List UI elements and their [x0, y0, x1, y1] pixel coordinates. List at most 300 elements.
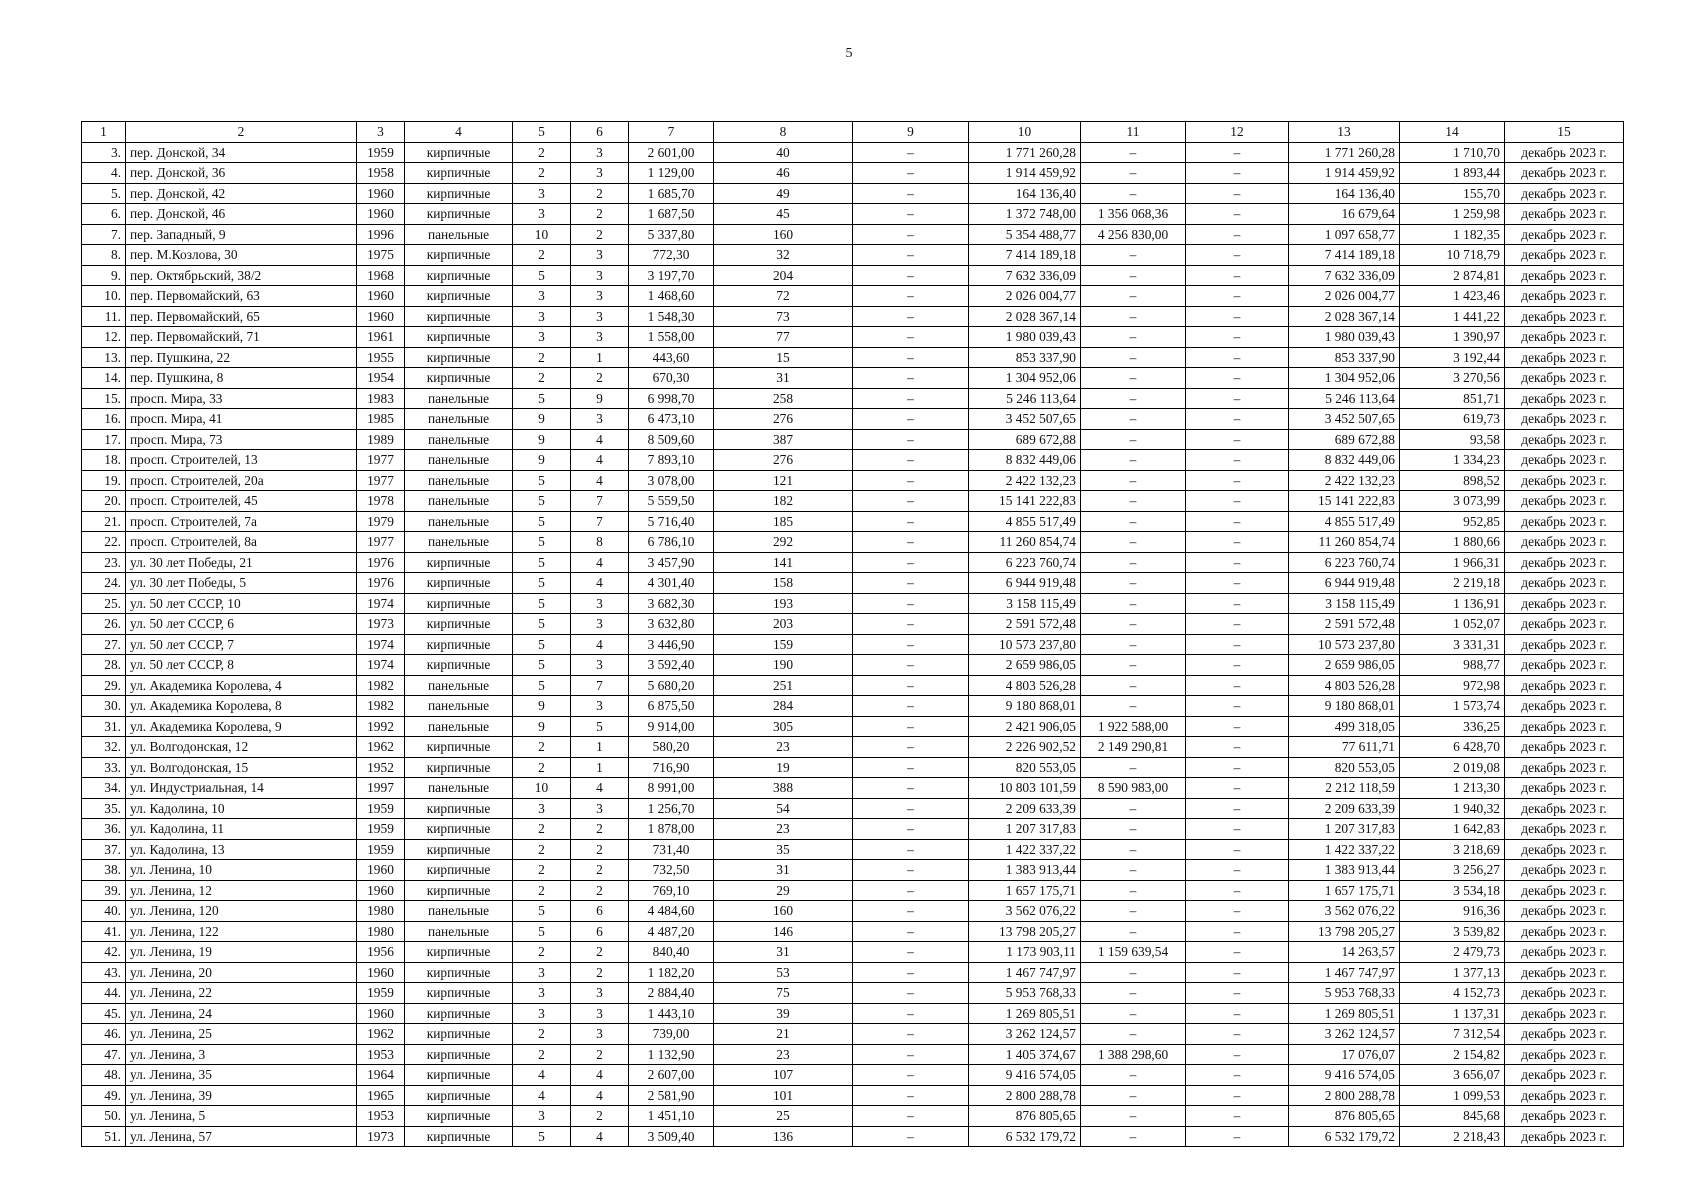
cell-floors: 4 — [513, 1085, 571, 1106]
cell-col-9: – — [853, 1106, 969, 1127]
cell-col-11: – — [1081, 921, 1186, 942]
cell-entrances: 6 — [571, 921, 629, 942]
cell-year: 1973 — [357, 614, 405, 635]
cell-deadline: декабрь 2023 г. — [1505, 142, 1624, 163]
cell-deadline: декабрь 2023 г. — [1505, 368, 1624, 389]
cell-residents: 32 — [714, 245, 853, 266]
cell-deadline: декабрь 2023 г. — [1505, 224, 1624, 245]
cell-address: 2 — [126, 122, 357, 143]
cell-wall-material: кирпичные — [405, 1085, 513, 1106]
cell-residents: 107 — [714, 1065, 853, 1086]
cell-residents: 54 — [714, 798, 853, 819]
cell-col-11: 1 388 298,60 — [1081, 1044, 1186, 1065]
cell-col-13: 1 914 459,92 — [1289, 163, 1400, 184]
cell-col-12: – — [1186, 1085, 1289, 1106]
cell-wall-material: кирпичные — [405, 798, 513, 819]
cell-col-10: 6 532 179,72 — [969, 1126, 1081, 1147]
cell-floors: 2 — [513, 1024, 571, 1045]
cell-deadline: декабрь 2023 г. — [1505, 655, 1624, 676]
cell-area: 1 256,70 — [629, 798, 714, 819]
table-row — [82, 163, 1624, 184]
table-row — [82, 1065, 1624, 1086]
cell-entrances: 4 — [571, 1126, 629, 1147]
cell-col-13: 820 553,05 — [1289, 757, 1400, 778]
cell-col-9: – — [853, 839, 969, 860]
cell-entrances: 7 — [571, 511, 629, 532]
cell-col-14: 1 213,30 — [1400, 778, 1505, 799]
cell-num: 1 — [82, 122, 126, 143]
cell-wall-material: кирпичные — [405, 1044, 513, 1065]
cell-floors: 2 — [513, 860, 571, 881]
cell-area: 3 457,90 — [629, 552, 714, 573]
cell-col-13: 7 632 336,09 — [1289, 265, 1400, 286]
cell-col-13: 2 591 572,48 — [1289, 614, 1400, 635]
cell-col-14: 1 940,32 — [1400, 798, 1505, 819]
table-row — [82, 1024, 1624, 1045]
cell-year: 1975 — [357, 245, 405, 266]
cell-year: 1953 — [357, 1044, 405, 1065]
cell-col-13: 13 — [1289, 122, 1400, 143]
cell-num: 34. — [82, 778, 126, 799]
cell-col-9: – — [853, 696, 969, 717]
cell-wall-material: панельные — [405, 901, 513, 922]
cell-area: 716,90 — [629, 757, 714, 778]
cell-col-10: 6 223 760,74 — [969, 552, 1081, 573]
cell-residents: 185 — [714, 511, 853, 532]
cell-col-9: – — [853, 614, 969, 635]
cell-col-14: 1 334,23 — [1400, 450, 1505, 471]
table-row — [82, 860, 1624, 881]
cell-col-12: – — [1186, 839, 1289, 860]
cell-col-11: – — [1081, 634, 1186, 655]
cell-address: просп. Строителей, 20а — [126, 470, 357, 491]
cell-col-14: 1 880,66 — [1400, 532, 1505, 553]
table-row — [82, 655, 1624, 676]
cell-col-9: – — [853, 901, 969, 922]
cell-residents: 21 — [714, 1024, 853, 1045]
cell-col-10: 3 262 124,57 — [969, 1024, 1081, 1045]
cell-col-10: 6 944 919,48 — [969, 573, 1081, 594]
cell-col-13: 2 659 986,05 — [1289, 655, 1400, 676]
cell-num: 21. — [82, 511, 126, 532]
cell-col-13: 4 855 517,49 — [1289, 511, 1400, 532]
cell-wall-material: 4 — [405, 122, 513, 143]
cell-col-10: 15 141 222,83 — [969, 491, 1081, 512]
cell-col-9: – — [853, 634, 969, 655]
cell-address: ул. 50 лет СССР, 8 — [126, 655, 357, 676]
cell-col-14: 952,85 — [1400, 511, 1505, 532]
cell-year: 1974 — [357, 593, 405, 614]
cell-num: 50. — [82, 1106, 126, 1127]
cell-col-11: – — [1081, 470, 1186, 491]
cell-col-11: – — [1081, 245, 1186, 266]
cell-residents: 23 — [714, 819, 853, 840]
cell-col-9: – — [853, 306, 969, 327]
cell-floors: 5 — [513, 265, 571, 286]
cell-wall-material: кирпичные — [405, 1065, 513, 1086]
cell-address: пер. М.Козлова, 30 — [126, 245, 357, 266]
cell-entrances: 3 — [571, 245, 629, 266]
cell-col-13: 3 562 076,22 — [1289, 901, 1400, 922]
cell-deadline: декабрь 2023 г. — [1505, 1044, 1624, 1065]
cell-col-14: 2 219,18 — [1400, 573, 1505, 594]
cell-col-9: – — [853, 552, 969, 573]
cell-col-13: 10 573 237,80 — [1289, 634, 1400, 655]
cell-col-9: – — [853, 737, 969, 758]
cell-floors: 5 — [513, 921, 571, 942]
cell-address: просп. Мира, 33 — [126, 388, 357, 409]
cell-entrances: 3 — [571, 696, 629, 717]
cell-year: 1980 — [357, 921, 405, 942]
cell-num: 24. — [82, 573, 126, 594]
cell-entrances: 4 — [571, 470, 629, 491]
cell-col-12: – — [1186, 347, 1289, 368]
table-row — [82, 409, 1624, 430]
cell-col-10: 853 337,90 — [969, 347, 1081, 368]
cell-col-14: 1 182,35 — [1400, 224, 1505, 245]
cell-wall-material: кирпичные — [405, 552, 513, 573]
cell-residents: 15 — [714, 347, 853, 368]
table-row — [82, 265, 1624, 286]
cell-address: ул. Ленина, 20 — [126, 962, 357, 983]
cell-col-13: 17 076,07 — [1289, 1044, 1400, 1065]
cell-col-14: 3 534,18 — [1400, 880, 1505, 901]
cell-col-11: – — [1081, 450, 1186, 471]
cell-year: 1953 — [357, 1106, 405, 1127]
cell-area: 6 998,70 — [629, 388, 714, 409]
cell-col-12: – — [1186, 757, 1289, 778]
cell-address: просп. Мира, 41 — [126, 409, 357, 430]
table-row — [82, 327, 1624, 348]
cell-col-14: 3 192,44 — [1400, 347, 1505, 368]
cell-col-13: 2 212 118,59 — [1289, 778, 1400, 799]
cell-col-10: 2 226 902,52 — [969, 737, 1081, 758]
cell-col-14: 619,73 — [1400, 409, 1505, 430]
cell-area: 731,40 — [629, 839, 714, 860]
cell-deadline: декабрь 2023 г. — [1505, 450, 1624, 471]
cell-col-12: – — [1186, 1003, 1289, 1024]
cell-col-14: 1 966,31 — [1400, 552, 1505, 573]
cell-deadline: декабрь 2023 г. — [1505, 163, 1624, 184]
cell-col-9: – — [853, 450, 969, 471]
cell-col-13: 9 416 574,05 — [1289, 1065, 1400, 1086]
cell-year: 1962 — [357, 737, 405, 758]
table-row — [82, 839, 1624, 860]
cell-col-10: 1 980 039,43 — [969, 327, 1081, 348]
cell-num: 4. — [82, 163, 126, 184]
cell-col-12: – — [1186, 368, 1289, 389]
cell-deadline: 15 — [1505, 122, 1624, 143]
cell-col-14: 1 099,53 — [1400, 1085, 1505, 1106]
cell-wall-material: кирпичные — [405, 183, 513, 204]
cell-col-12: – — [1186, 614, 1289, 635]
cell-col-11: – — [1081, 491, 1186, 512]
cell-col-12: – — [1186, 860, 1289, 881]
cell-year: 1959 — [357, 983, 405, 1004]
cell-col-14: 1 377,13 — [1400, 962, 1505, 983]
cell-floors: 5 — [513, 655, 571, 676]
cell-entrances: 4 — [571, 778, 629, 799]
table-row — [82, 819, 1624, 840]
cell-col-12: – — [1186, 388, 1289, 409]
table-row — [82, 983, 1624, 1004]
cell-address: ул. Кадолина, 11 — [126, 819, 357, 840]
cell-num: 29. — [82, 675, 126, 696]
cell-area: 1 685,70 — [629, 183, 714, 204]
cell-address: пер. Донской, 36 — [126, 163, 357, 184]
cell-floors: 2 — [513, 819, 571, 840]
cell-floors: 5 — [513, 470, 571, 491]
cell-col-11: – — [1081, 593, 1186, 614]
cell-col-10: 2 591 572,48 — [969, 614, 1081, 635]
cell-year: 1960 — [357, 962, 405, 983]
cell-num: 19. — [82, 470, 126, 491]
cell-residents: 190 — [714, 655, 853, 676]
cell-floors: 9 — [513, 716, 571, 737]
cell-floors: 5 — [513, 122, 571, 143]
cell-num: 46. — [82, 1024, 126, 1045]
cell-num: 6. — [82, 204, 126, 225]
cell-col-13: 3 158 115,49 — [1289, 593, 1400, 614]
cell-entrances: 2 — [571, 183, 629, 204]
cell-col-14: 1 052,07 — [1400, 614, 1505, 635]
cell-deadline: декабрь 2023 г. — [1505, 880, 1624, 901]
cell-year: 1956 — [357, 942, 405, 963]
cell-residents: 40 — [714, 142, 853, 163]
cell-entrances: 4 — [571, 573, 629, 594]
cell-entrances: 4 — [571, 634, 629, 655]
cell-col-14: 3 656,07 — [1400, 1065, 1505, 1086]
cell-col-13: 6 532 179,72 — [1289, 1126, 1400, 1147]
cell-address: ул. Ленина, 5 — [126, 1106, 357, 1127]
cell-col-11: – — [1081, 409, 1186, 430]
cell-col-11: – — [1081, 614, 1186, 635]
cell-entrances: 7 — [571, 491, 629, 512]
cell-wall-material: кирпичные — [405, 347, 513, 368]
cell-area: 840,40 — [629, 942, 714, 963]
cell-col-10: 7 414 189,18 — [969, 245, 1081, 266]
cell-area: 6 473,10 — [629, 409, 714, 430]
cell-col-10: 689 672,88 — [969, 429, 1081, 450]
cell-col-11: – — [1081, 511, 1186, 532]
cell-col-12: – — [1186, 737, 1289, 758]
cell-col-13: 6 944 919,48 — [1289, 573, 1400, 594]
cell-col-11: – — [1081, 306, 1186, 327]
cell-col-11: – — [1081, 183, 1186, 204]
cell-year: 1960 — [357, 183, 405, 204]
cell-area: 8 509,60 — [629, 429, 714, 450]
cell-num: 10. — [82, 286, 126, 307]
cell-year: 1964 — [357, 1065, 405, 1086]
cell-floors: 5 — [513, 634, 571, 655]
cell-year: 1985 — [357, 409, 405, 430]
cell-col-14: 1 893,44 — [1400, 163, 1505, 184]
cell-col-11: – — [1081, 675, 1186, 696]
cell-col-9: – — [853, 532, 969, 553]
cell-col-12: – — [1186, 655, 1289, 676]
cell-col-12: – — [1186, 511, 1289, 532]
cell-col-11: – — [1081, 1065, 1186, 1086]
cell-address: пер. Первомайский, 65 — [126, 306, 357, 327]
cell-col-13: 11 260 854,74 — [1289, 532, 1400, 553]
cell-deadline: декабрь 2023 г. — [1505, 573, 1624, 594]
cell-num: 51. — [82, 1126, 126, 1147]
cell-col-12: – — [1186, 532, 1289, 553]
cell-wall-material: панельные — [405, 532, 513, 553]
cell-residents: 251 — [714, 675, 853, 696]
cell-deadline: декабрь 2023 г. — [1505, 593, 1624, 614]
table-row — [82, 1126, 1624, 1147]
cell-floors: 9 — [513, 696, 571, 717]
cell-col-12: – — [1186, 409, 1289, 430]
cell-col-10: 9 416 574,05 — [969, 1065, 1081, 1086]
cell-deadline: декабрь 2023 г. — [1505, 470, 1624, 491]
cell-num: 13. — [82, 347, 126, 368]
cell-entrances: 1 — [571, 347, 629, 368]
cell-year: 1997 — [357, 778, 405, 799]
cell-col-9: – — [853, 921, 969, 942]
cell-deadline: декабрь 2023 г. — [1505, 634, 1624, 655]
table-row — [82, 511, 1624, 532]
cell-year: 1960 — [357, 204, 405, 225]
cell-col-9: – — [853, 778, 969, 799]
cell-wall-material: панельные — [405, 429, 513, 450]
cell-col-14: 916,36 — [1400, 901, 1505, 922]
cell-col-13: 1 097 658,77 — [1289, 224, 1400, 245]
cell-col-12: – — [1186, 798, 1289, 819]
cell-deadline: декабрь 2023 г. — [1505, 204, 1624, 225]
cell-col-10: 3 452 507,65 — [969, 409, 1081, 430]
cell-entrances: 3 — [571, 1024, 629, 1045]
cell-year: 1980 — [357, 901, 405, 922]
header-row — [82, 122, 1624, 143]
cell-num: 45. — [82, 1003, 126, 1024]
cell-col-9: – — [853, 860, 969, 881]
cell-area: 3 197,70 — [629, 265, 714, 286]
cell-col-14: 1 710,70 — [1400, 142, 1505, 163]
cell-wall-material: кирпичные — [405, 860, 513, 881]
table-row — [82, 614, 1624, 635]
cell-wall-material: кирпичные — [405, 306, 513, 327]
cell-col-9: – — [853, 265, 969, 286]
cell-col-13: 164 136,40 — [1289, 183, 1400, 204]
cell-col-9: – — [853, 819, 969, 840]
cell-address: ул. Академика Королева, 8 — [126, 696, 357, 717]
cell-col-14: 1 136,91 — [1400, 593, 1505, 614]
cell-residents: 387 — [714, 429, 853, 450]
cell-wall-material: кирпичные — [405, 163, 513, 184]
cell-area: 2 601,00 — [629, 142, 714, 163]
cell-floors: 3 — [513, 327, 571, 348]
cell-address: ул. Ленина, 57 — [126, 1126, 357, 1147]
cell-num: 30. — [82, 696, 126, 717]
cell-col-12: – — [1186, 901, 1289, 922]
cell-area: 2 884,40 — [629, 983, 714, 1004]
cell-residents: 19 — [714, 757, 853, 778]
cell-col-9: – — [853, 798, 969, 819]
cell-col-12: – — [1186, 163, 1289, 184]
cell-col-9: – — [853, 142, 969, 163]
cell-floors: 10 — [513, 224, 571, 245]
cell-entrances: 7 — [571, 675, 629, 696]
cell-residents: 45 — [714, 204, 853, 225]
cell-deadline: декабрь 2023 г. — [1505, 839, 1624, 860]
cell-col-10: 1 771 260,28 — [969, 142, 1081, 163]
cell-col-9: – — [853, 429, 969, 450]
cell-floors: 5 — [513, 491, 571, 512]
cell-floors: 3 — [513, 204, 571, 225]
cell-col-14: 3 218,69 — [1400, 839, 1505, 860]
cell-area: 3 632,80 — [629, 614, 714, 635]
cell-col-14: 1 441,22 — [1400, 306, 1505, 327]
cell-wall-material: кирпичные — [405, 614, 513, 635]
cell-address: ул. 50 лет СССР, 7 — [126, 634, 357, 655]
cell-num: 35. — [82, 798, 126, 819]
cell-col-13: 1 980 039,43 — [1289, 327, 1400, 348]
cell-area: 3 446,90 — [629, 634, 714, 655]
cell-residents: 276 — [714, 409, 853, 430]
cell-entrances: 2 — [571, 819, 629, 840]
cell-col-11: – — [1081, 983, 1186, 1004]
cell-year: 1960 — [357, 880, 405, 901]
cell-floors: 3 — [513, 962, 571, 983]
cell-col-14: 3 539,82 — [1400, 921, 1505, 942]
cell-floors: 2 — [513, 1044, 571, 1065]
cell-entrances: 3 — [571, 265, 629, 286]
cell-col-13: 499 318,05 — [1289, 716, 1400, 737]
cell-col-14: 2 154,82 — [1400, 1044, 1505, 1065]
cell-col-9: – — [853, 1024, 969, 1045]
cell-deadline: декабрь 2023 г. — [1505, 942, 1624, 963]
cell-col-10: 11 260 854,74 — [969, 532, 1081, 553]
cell-num: 39. — [82, 880, 126, 901]
cell-deadline: декабрь 2023 г. — [1505, 901, 1624, 922]
cell-address: просп. Строителей, 8а — [126, 532, 357, 553]
cell-area: 4 301,40 — [629, 573, 714, 594]
cell-col-9: – — [853, 942, 969, 963]
cell-address: ул. Индустриальная, 14 — [126, 778, 357, 799]
cell-wall-material: панельные — [405, 696, 513, 717]
cell-num: 17. — [82, 429, 126, 450]
cell-deadline: декабрь 2023 г. — [1505, 429, 1624, 450]
cell-col-14: 1 137,31 — [1400, 1003, 1505, 1024]
cell-col-13: 6 223 760,74 — [1289, 552, 1400, 573]
cell-area: 769,10 — [629, 880, 714, 901]
cell-entrances: 6 — [571, 122, 629, 143]
cell-deadline: декабрь 2023 г. — [1505, 1126, 1624, 1147]
cell-deadline: декабрь 2023 г. — [1505, 532, 1624, 553]
cell-col-10: 1 304 952,06 — [969, 368, 1081, 389]
cell-floors: 2 — [513, 163, 571, 184]
cell-col-14: 4 152,73 — [1400, 983, 1505, 1004]
cell-area: 6 875,50 — [629, 696, 714, 717]
cell-col-10: 4 855 517,49 — [969, 511, 1081, 532]
cell-year: 1978 — [357, 491, 405, 512]
cell-residents: 204 — [714, 265, 853, 286]
cell-col-9: – — [853, 757, 969, 778]
cell-col-9: – — [853, 511, 969, 532]
cell-col-12: – — [1186, 696, 1289, 717]
cell-num: 7. — [82, 224, 126, 245]
cell-address: просп. Строителей, 7а — [126, 511, 357, 532]
cell-floors: 5 — [513, 388, 571, 409]
cell-num: 3. — [82, 142, 126, 163]
cell-residents: 292 — [714, 532, 853, 553]
cell-year: 1977 — [357, 450, 405, 471]
cell-deadline: декабрь 2023 г. — [1505, 1106, 1624, 1127]
cell-wall-material: кирпичные — [405, 757, 513, 778]
cell-address: просп. Строителей, 13 — [126, 450, 357, 471]
